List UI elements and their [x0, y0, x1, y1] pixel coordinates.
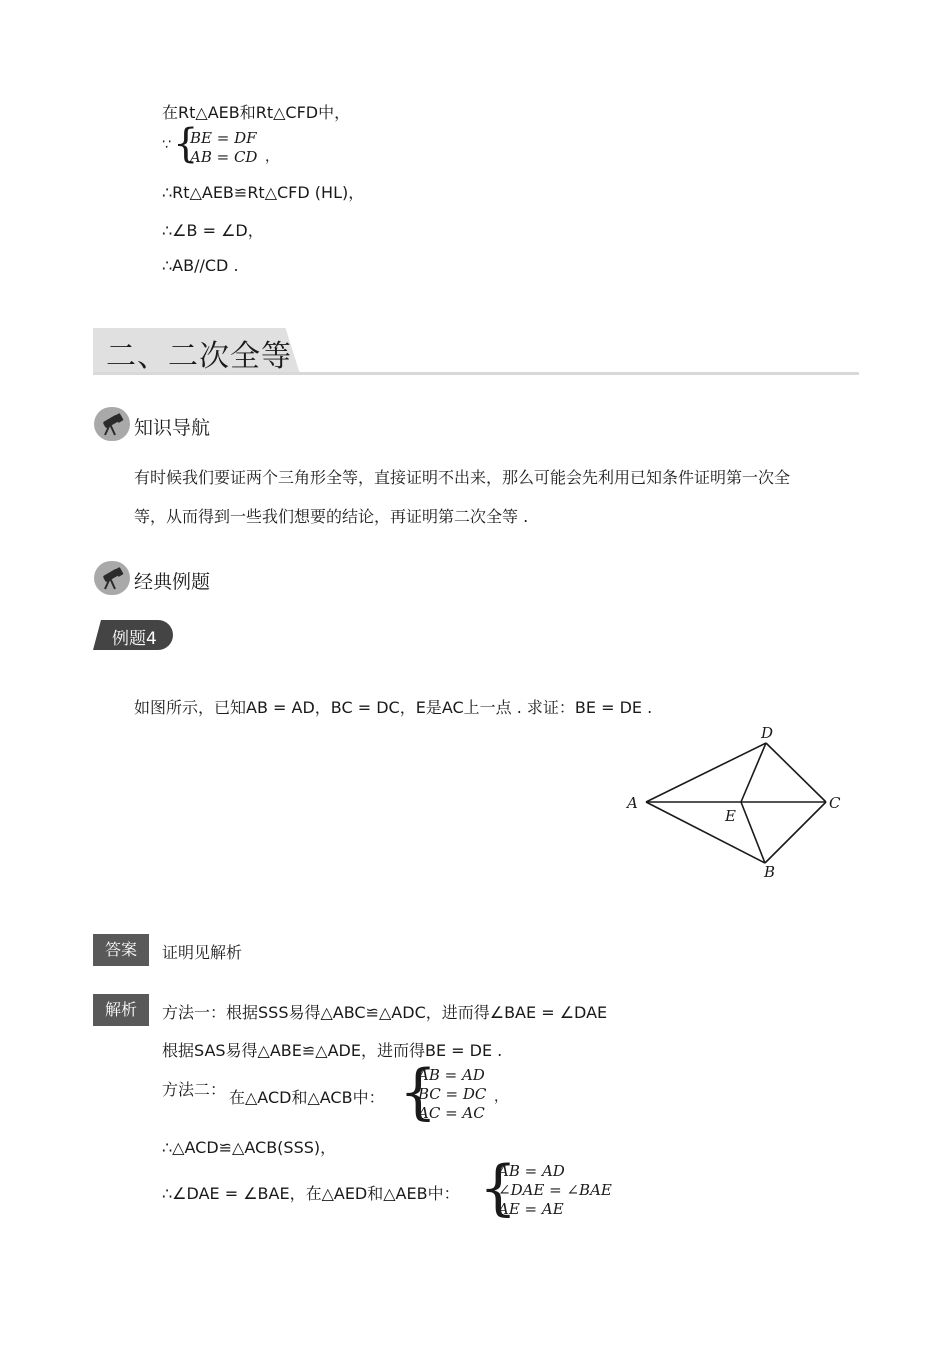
answer-text: 证明见解析	[162, 943, 243, 962]
condition-row: BC = DC	[418, 1085, 487, 1103]
segment-dc	[766, 743, 826, 802]
label-c: C	[829, 794, 841, 812]
label-d: D	[761, 724, 774, 742]
because-symbol: ∵	[162, 137, 171, 153]
segment-eb	[741, 802, 765, 863]
knowledge-paragraph-line: 等，从而得到一些我们想要的结论，再证明第二次全等 .	[134, 507, 529, 526]
example-tag-label: 例题4	[112, 629, 157, 649]
analysis-tag: 解析	[93, 994, 149, 1026]
method-two-prefix: 在△ACD和△ACB中：	[229, 1088, 385, 1107]
condition-row: BE = DF	[190, 129, 257, 147]
condition-row: AE = AE	[498, 1200, 564, 1218]
analysis-line: 方法一：根据SSS易得△ABC≌△ADC，进而得∠BAE = ∠DAE	[162, 1003, 608, 1022]
examples-heading: 经典例题	[134, 571, 211, 593]
condition-row: AB = AD	[418, 1066, 485, 1084]
segment-ba	[646, 802, 765, 863]
answer-tag: 答案	[93, 934, 149, 966]
knowledge-paragraph-line: 有时候我们要证两个三角形全等，直接证明不出来，那么可能会先利用已知条件证明第一次全	[134, 468, 791, 487]
label-e: E	[725, 807, 736, 825]
condition-row: AC = AC	[418, 1104, 485, 1122]
label-a: A	[627, 794, 638, 812]
condition-row: AB = AD	[498, 1162, 565, 1180]
condition-row: ∠DAE = ∠BAE	[498, 1181, 612, 1199]
knowledge-heading: 知识导航	[134, 417, 211, 439]
segment-ad	[646, 743, 766, 802]
condition-system	[498, 1162, 612, 1219]
condition-row: AB = CD	[190, 148, 258, 166]
proof-line-parallel: ∴AB//CD .	[162, 256, 239, 275]
analysis-line: ∴∠DAE = ∠BAE，在△AED和△AEB中：	[162, 1184, 460, 1203]
analysis-line: 根据SAS易得△ABE≌△ADE，进而得BE = DE .	[162, 1041, 503, 1060]
brace-left: {	[173, 121, 199, 167]
geometry-figure	[600, 720, 860, 890]
proof-line-angle: ∴∠B = ∠D，	[162, 221, 264, 240]
proof-line-congruent: ∴Rt△AEB≌Rt△CFD (HL)，	[162, 183, 365, 202]
brace-left: {	[399, 1057, 438, 1127]
section-title: 二、二次全等	[106, 339, 292, 374]
analysis-line: ∴△ACD≌△ACB(SSS)，	[162, 1138, 337, 1157]
telescope-icon	[94, 407, 130, 441]
brace-left: {	[479, 1153, 518, 1223]
example-question: 如图所示，已知AB = AD，BC = DC，E是AC上一点 . 求证：BE = DE .	[134, 698, 653, 717]
telescope-icon	[94, 561, 130, 595]
condition-system	[190, 129, 257, 167]
method-two-label: 方法二：	[162, 1080, 227, 1099]
condition-comma: ，	[265, 149, 279, 165]
label-b: B	[764, 863, 776, 881]
segment-de	[741, 743, 766, 802]
condition-comma: ，	[494, 1089, 508, 1105]
proof-line-triangles: 在Rt△AEB和Rt△CFD中，	[162, 103, 351, 122]
segment-cb	[765, 802, 826, 863]
condition-system	[418, 1066, 486, 1123]
